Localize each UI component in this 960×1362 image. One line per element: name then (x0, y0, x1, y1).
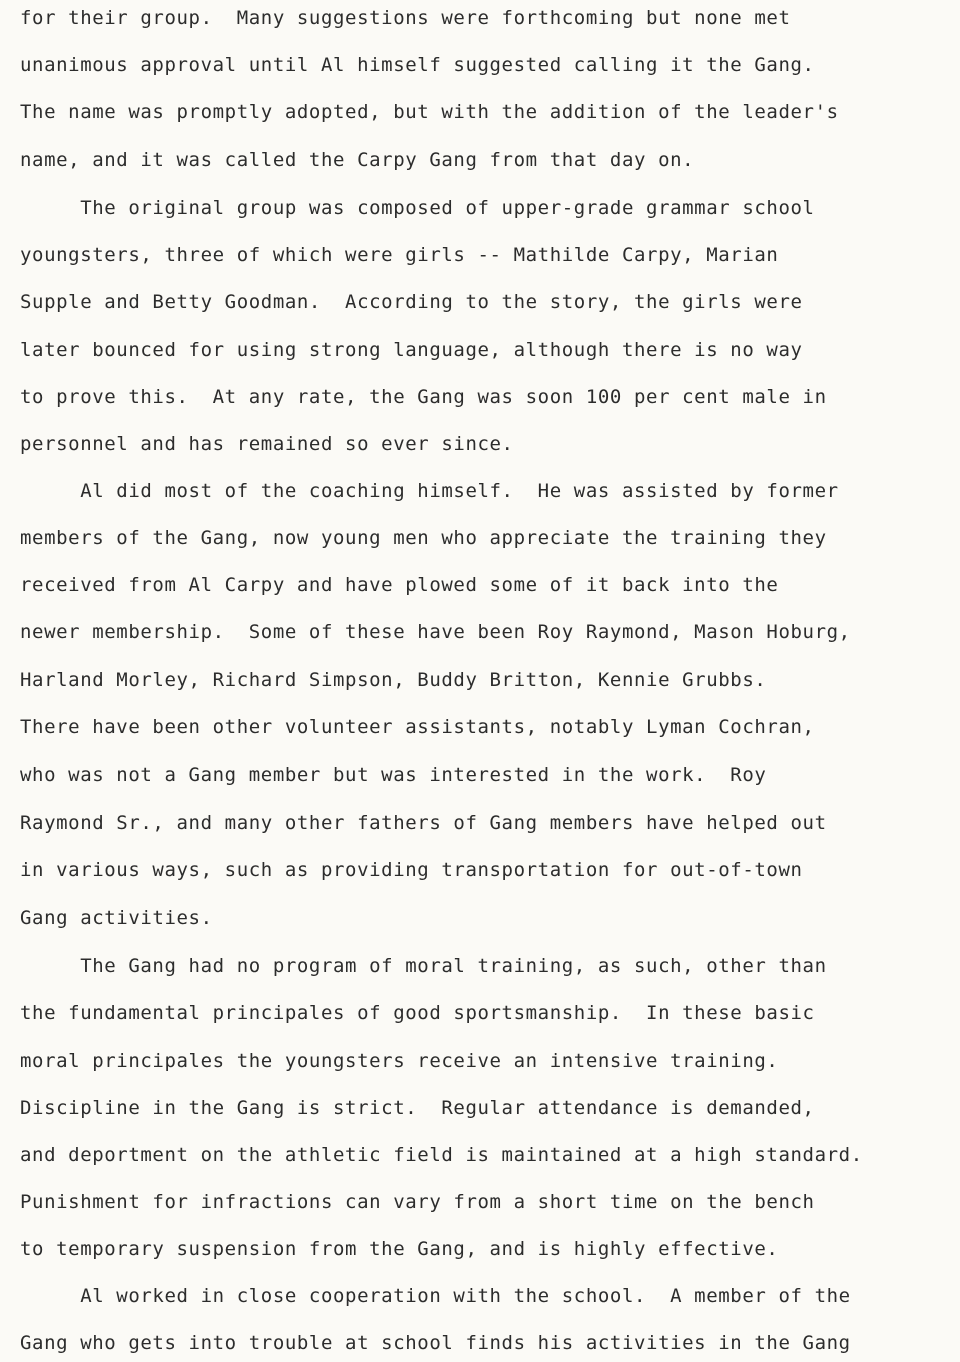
text-line: unanimous approval until Al himself suggested calling it the Gang. (20, 54, 815, 76)
text-line: Discipline in the Gang is strict. Regular attendance is demanded, (20, 1097, 815, 1119)
text-line: the fundamental principales of good sportsmanship. In these basic (20, 1002, 815, 1024)
text-line: members of the Gang, now young men who appreciate the training they (20, 527, 827, 549)
text-line: name, and it was called the Carpy Gang from that day on. (20, 149, 695, 171)
text-line: personnel and has remained so ever since. (20, 433, 514, 455)
text-line: Harland Morley, Richard Simpson, Buddy Britton, Kennie Grubbs. (20, 669, 767, 691)
text-line: Punishment for infractions can vary from a short time on the bench (20, 1191, 815, 1213)
text-line: Gang activities. (20, 907, 213, 929)
text-line: later bounced for using strong language, although there is no way (20, 339, 803, 361)
text-line: Raymond Sr., and many other fathers of Gang members have helped out (20, 812, 827, 834)
text-line: Supple and Betty Goodman. According to the story, the girls were (20, 291, 803, 313)
text-line: for their group. Many suggestions were forthcoming but none met (20, 7, 791, 29)
text-line: newer membership. Some of these have been Roy Raymond, Mason Hoburg, (20, 621, 851, 643)
text-line: The name was promptly adopted, but with the addition of the leader's (20, 101, 839, 123)
text-line: and deportment on the athletic field is maintained at a high standard. (20, 1144, 863, 1166)
text-line: received from Al Carpy and have plowed some of it back into the (20, 574, 779, 596)
text-line: to prove this. At any rate, the Gang was soon 100 per cent male in (20, 386, 827, 408)
text-line: The Gang had no program of moral training, as such, other than (20, 955, 827, 977)
text-line: in various ways, such as providing transportation for out-of-town (20, 859, 803, 881)
text-line: moral principales the youngsters receive an intensive training. (20, 1050, 779, 1072)
text-line: Al worked in close cooperation with the school. A member of the (20, 1285, 851, 1307)
text-line: to temporary suspension from the Gang, and is highly effective. (20, 1238, 779, 1260)
text-line: Al did most of the coaching himself. He was assisted by former (20, 480, 839, 502)
text-line: who was not a Gang member but was interested in the work. Roy (20, 764, 767, 786)
text-line: There have been other volunteer assistants, notably Lyman Cochran, (20, 716, 815, 738)
text-line: Gang who gets into trouble at school finds his activities in the Gang (20, 1332, 851, 1354)
text-line: The original group was composed of upper-grade grammar school (20, 197, 815, 219)
text-line: youngsters, three of which were girls -- Mathilde Carpy, Marian (20, 244, 779, 266)
